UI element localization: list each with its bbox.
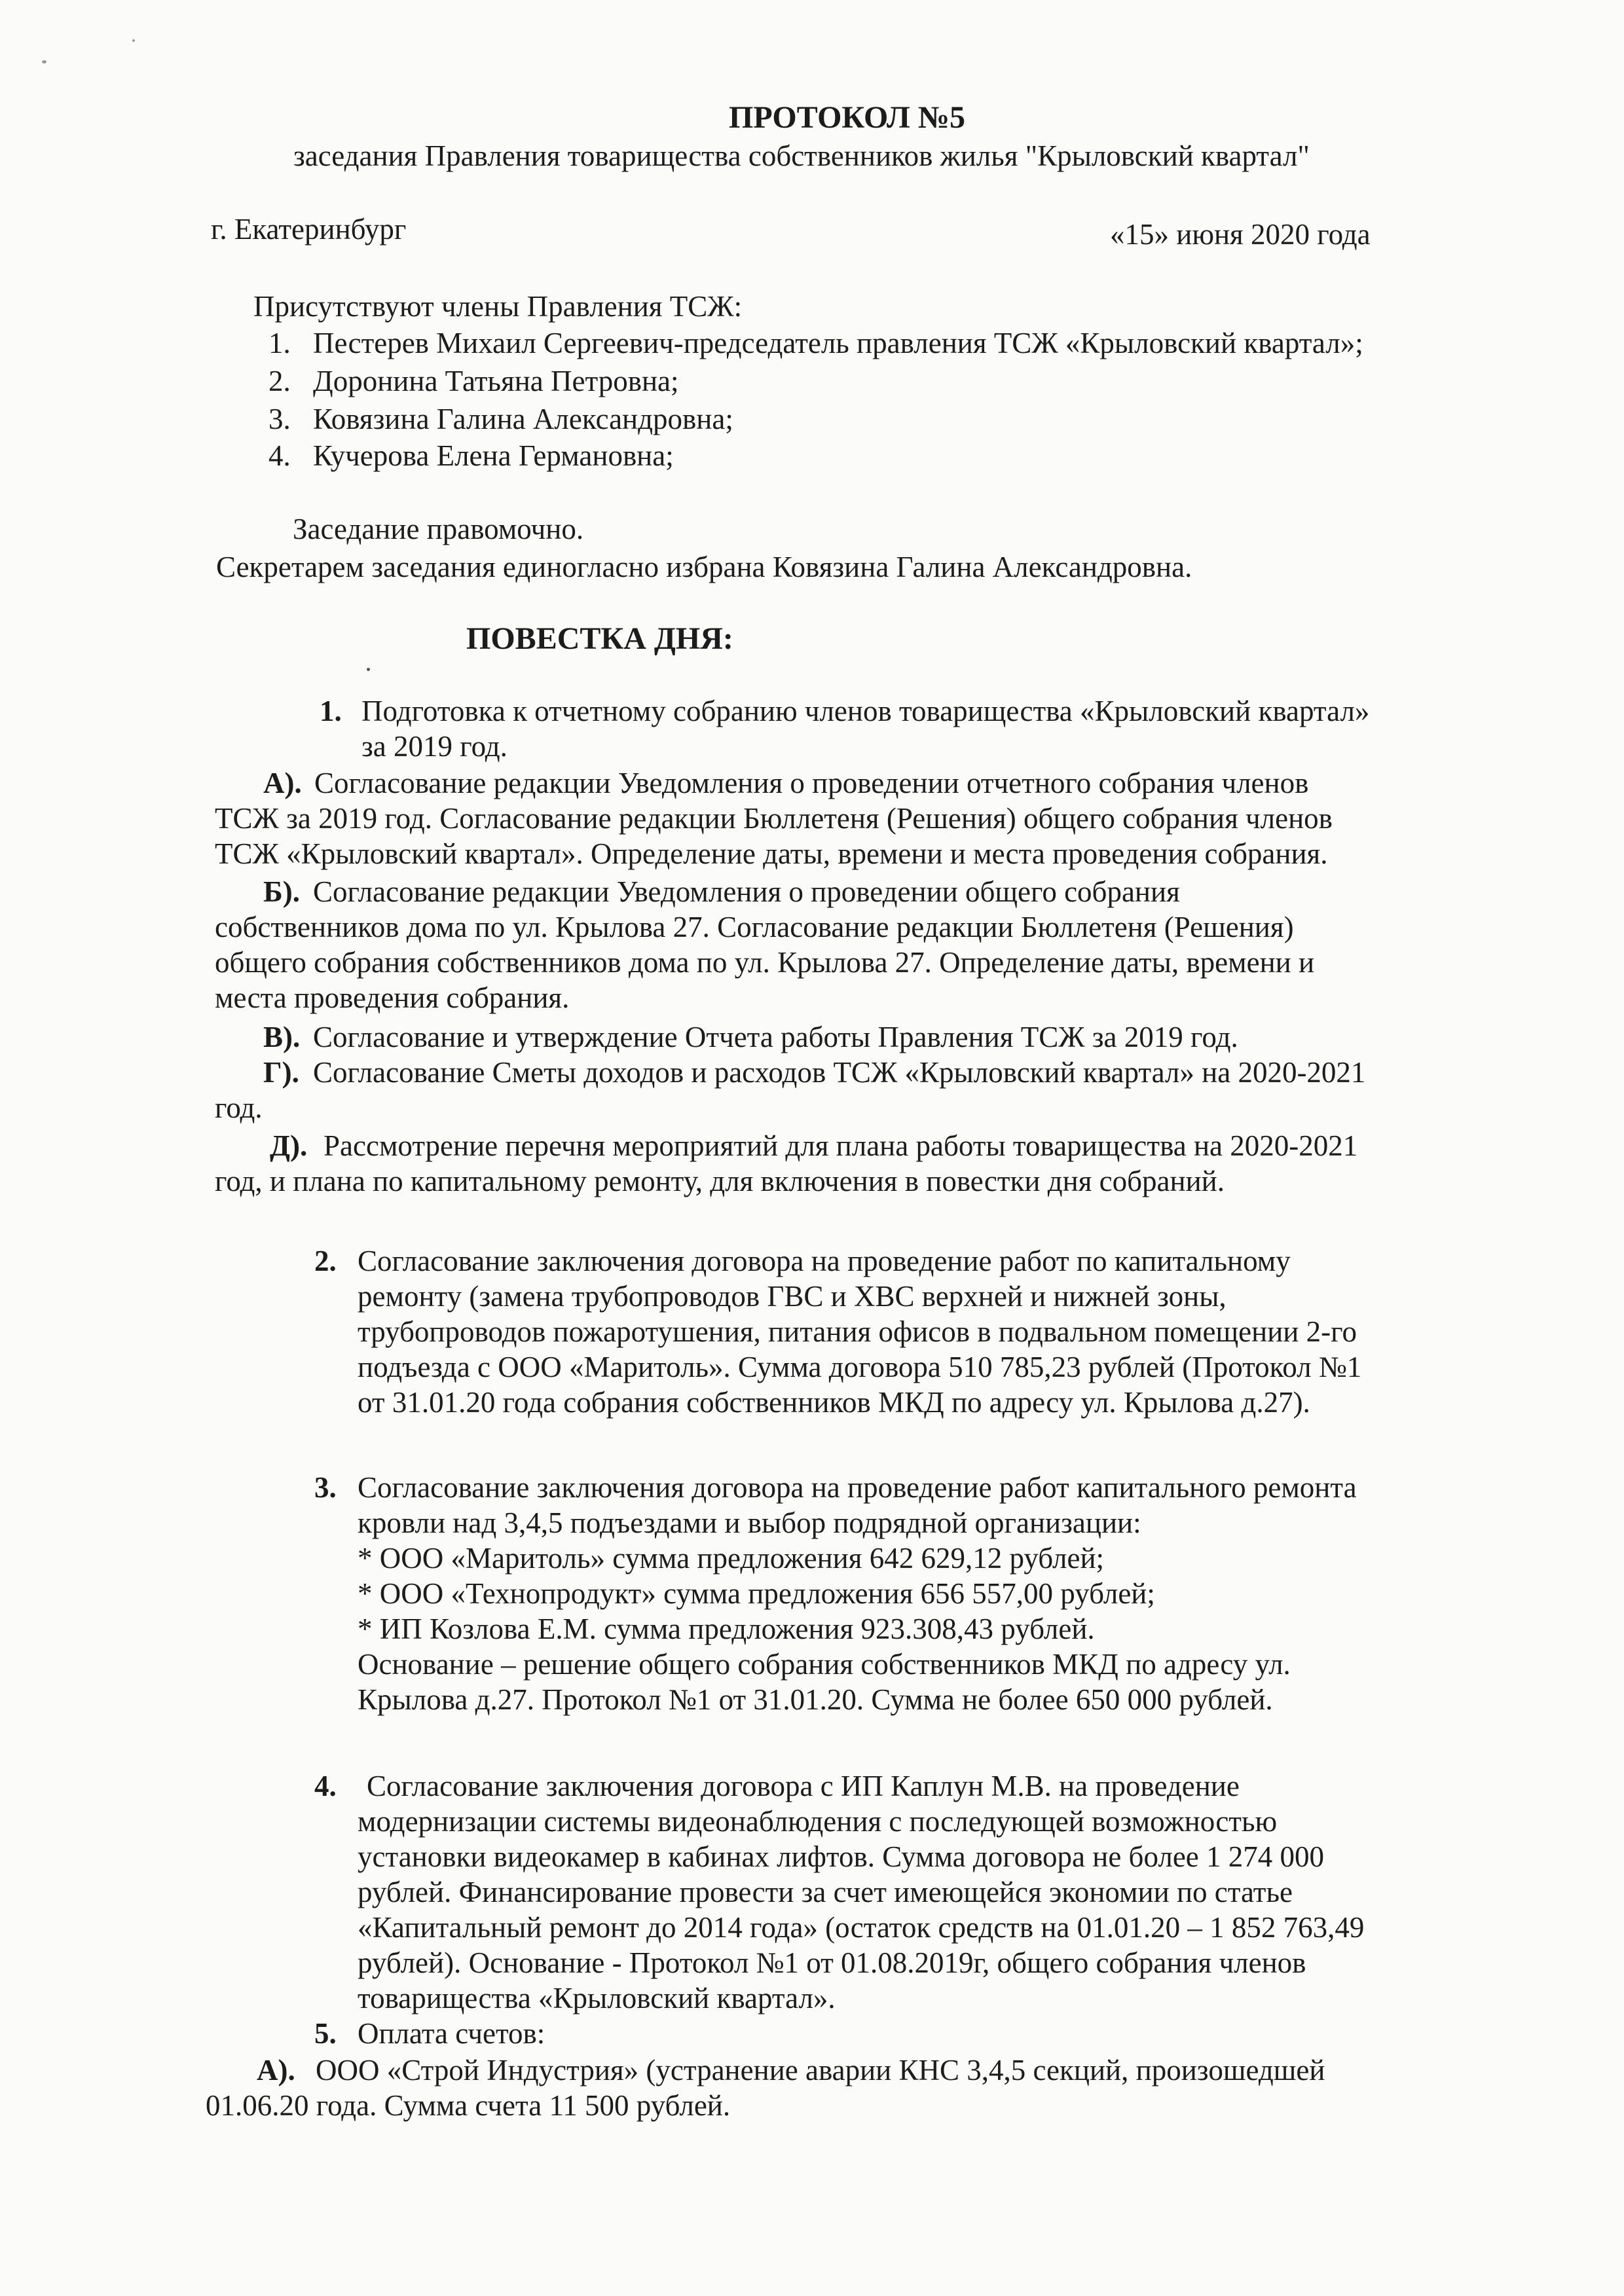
attendee-name: Ковязина Галина Александровна;: [313, 403, 733, 435]
subitem-label: А).: [257, 2054, 295, 2086]
agenda-item-text: от 31.01.20 года собрания собственников МКД по адресу ул. Крылова д.27).: [358, 1386, 1310, 1419]
subitem-text: Согласование редакции Уведомления о проведении общего собрания: [313, 875, 1180, 908]
subitem-text: Рассмотрение перечня мероприятий для плана работы товарищества на 2020-2021: [323, 1129, 1358, 1162]
contractor-offer: * ООО «Технопродукт» сумма предложения 656 557,00 рублей;: [358, 1577, 1155, 1610]
subitem-label: В).: [263, 1021, 301, 1053]
subitem-text: год.: [215, 1091, 263, 1124]
agenda-item-text: рублей. Финансирование провести за счет имеющейся экономии по статье: [358, 1876, 1293, 1908]
agenda-item-text: модернизации системы видеонаблюдения с последующей возможностью: [358, 1805, 1278, 1838]
scan-speck: [132, 39, 135, 42]
attendee-name: Пестерев Михаил Сергеевич-председатель правления ТСЖ «Крыловский квартал»;: [313, 327, 1363, 359]
agenda-item-text: Оплата счетов:: [358, 2017, 545, 2050]
subitem-text: места проведения собрания.: [215, 981, 570, 1014]
scan-speck: [42, 60, 46, 64]
scan-speck: [367, 668, 370, 671]
agenda-item-number: 5.: [314, 2017, 337, 2050]
attendee-name: Доронина Татьяна Петровна;: [313, 365, 679, 397]
agenda-item-text: рублей). Основание - Протокол №1 от 01.08.2019г, общего собрания членов: [358, 1946, 1306, 1979]
meeting-date: «15» июня 2020 года: [1110, 218, 1371, 251]
agenda-item-number: 3.: [314, 1471, 337, 1504]
subitem-text: 01.06.20 года. Сумма счета 11 500 рублей.: [206, 2089, 731, 2122]
attendee-number: 3.: [268, 403, 291, 435]
protocol-title: ПРОТОКОЛ №5: [729, 100, 965, 135]
subitem-label: Б).: [263, 875, 300, 908]
attendee-number: 2.: [268, 365, 291, 397]
agenda-item-text: товарищества «Крыловский квартал».: [358, 1982, 836, 2014]
subitem-text: год, и плана по капитальному ремонту, для включения в повестки дня собраний.: [215, 1165, 1225, 1197]
protocol-subtitle: заседания Правления товарищества собственников жилья "Крыловский квартал": [293, 139, 1310, 172]
subitem-text: Согласование и утверждение Отчета работы Правления ТСЖ за 2019 год.: [313, 1021, 1238, 1053]
agenda-item-text: за 2019 год.: [361, 730, 507, 763]
secretary-statement: Секретарем заседания единогласно избрана Ковязина Галина Александровна.: [216, 551, 1192, 583]
attendees-intro: Присутствуют члены Правления ТСЖ:: [253, 290, 743, 323]
agenda-title: ПОВЕСТКА ДНЯ:: [466, 621, 733, 656]
subitem-label: А).: [263, 767, 302, 799]
subitem-text: Согласование редакции Уведомления о проведении отчетного собрания членов: [314, 767, 1309, 799]
subitem-text: общего собрания собственников дома по ул. Крылова 27. Определение даты, времени и: [215, 946, 1315, 979]
subitem-label: Д).: [270, 1129, 308, 1162]
agenda-item-text: Согласование заключения договора на проведение работ капитального ремонта: [358, 1471, 1357, 1504]
agenda-item-text: Основание – решение общего собрания собственников МКД по адресу ул.: [358, 1648, 1291, 1681]
contractor-offer: * ООО «Маритоль» сумма предложения 642 629,12 рублей;: [358, 1542, 1105, 1575]
agenda-item-text: Согласование заключения договора на проведение работ по капитальному: [358, 1245, 1291, 1277]
attendee-name: Кучерова Елена Германовна;: [313, 439, 674, 472]
subitem-text: ТСЖ «Крыловский квартал». Определение даты, времени и места проведения собрания.: [215, 837, 1328, 870]
subitem-text: Согласование Сметы доходов и расходов ТСЖ «Крыловский квартал» на 2020-2021: [313, 1056, 1366, 1089]
agenda-item-text: трубопроводов пожаротушения, питания офисов в подвальном помещении 2-го: [358, 1315, 1357, 1348]
agenda-item-number: 2.: [314, 1245, 337, 1277]
agenda-item-number: 1.: [320, 695, 342, 727]
agenda-item-text: подъезда с ООО «Маритоль». Сумма договора 510 785,23 рублей (Протокол №1: [358, 1351, 1362, 1383]
agenda-item-text: «Капитальный ремонт до 2014 года» (остаток средств на 01.01.20 – 1 852 763,49: [358, 1911, 1365, 1944]
subitem-text: собственников дома по ул. Крылова 27. Согласование редакции Бюллетеня (Решения): [215, 911, 1294, 943]
attendee-number: 1.: [268, 327, 291, 359]
agenda-item-text: Подготовка к отчетному собранию членов товарищества «Крыловский квартал»: [361, 695, 1370, 727]
subitem-text: ТСЖ за 2019 год. Согласование редакции Бюллетеня (Решения) общего собрания членов: [215, 802, 1333, 835]
agenda-item-text: ремонту (замена трубопроводов ГВС и ХВС верхней и нижней зоны,: [358, 1280, 1227, 1313]
attendee-number: 4.: [268, 439, 291, 472]
city: г. Екатеринбург: [211, 213, 407, 246]
agenda-item-text: Крылова д.27. Протокол №1 от 31.01.20. Сумма не более 650 000 рублей.: [358, 1683, 1273, 1716]
agenda-item-number: 4.: [314, 1770, 337, 1802]
quorum-statement: Заседание правомочно.: [293, 513, 584, 545]
subitem-text: ООО «Строй Индустрия» (устранение аварии КНС 3,4,5 секций, произошедшей: [316, 2054, 1325, 2086]
subitem-label: Г).: [263, 1056, 299, 1089]
agenda-item-text: кровли над 3,4,5 подъездами и выбор подрядной организации:: [358, 1506, 1141, 1539]
contractor-offer: * ИП Козлова Е.М. сумма предложения 923.308,43 рублей.: [358, 1613, 1095, 1645]
agenda-item-text: установки видеокамер в кабинах лифтов. Сумма договора не более 1 274 000: [358, 1840, 1325, 1873]
agenda-item-text: Согласование заключения договора с ИП Каплун М.В. на проведение: [367, 1770, 1240, 1802]
